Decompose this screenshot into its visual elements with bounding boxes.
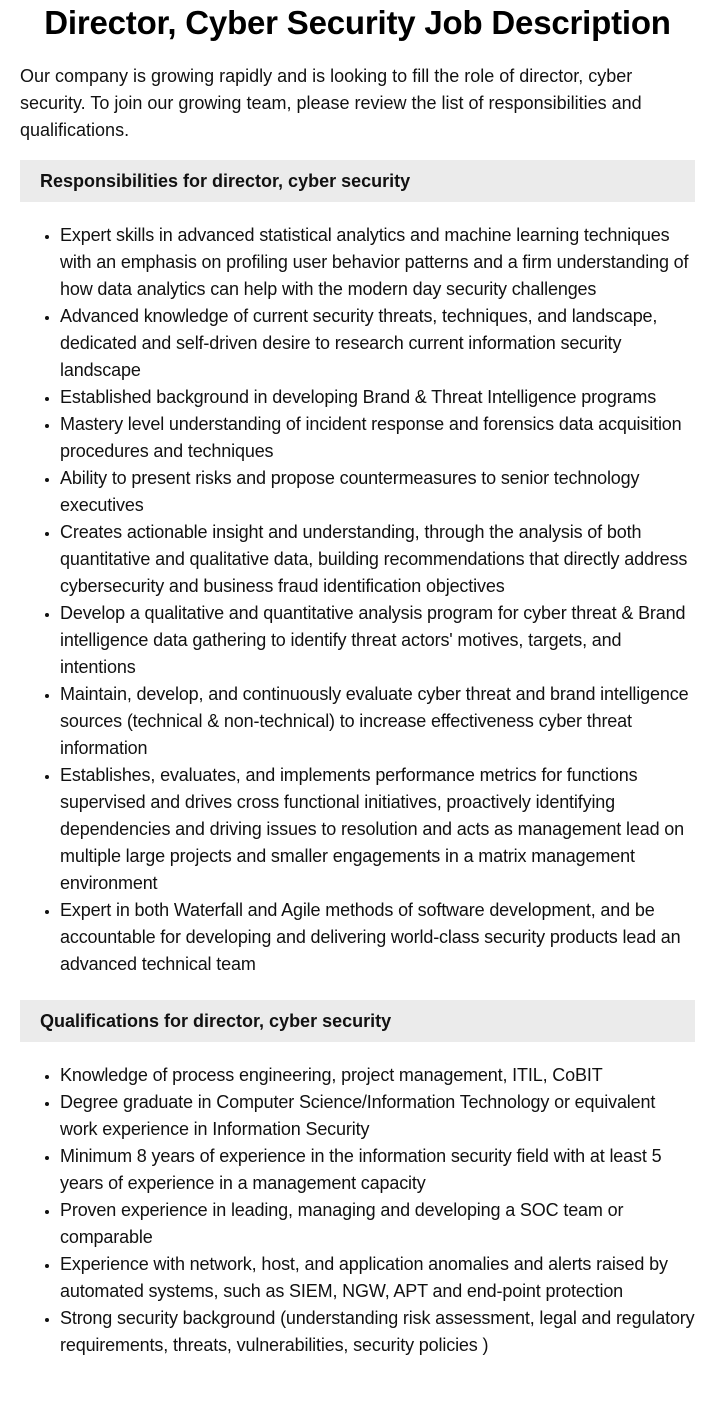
list-item: • Proven experience in leading, managing and developing a SOC team or comparable: [60, 1197, 695, 1251]
list-item: • Experience with network, host, and application anomalies and alerts raised by automated systems, such as SIEM, NGW, APT and end-point protection: [60, 1251, 695, 1305]
list-item: • Strong security background (understanding risk assessment, legal and regulatory requirements, threats, vulnerabilities, security policies ): [60, 1305, 695, 1359]
list-item: • Expert in both Waterfall and Agile methods of software development, and be accountable for developing and delivering world-class security products lead an advanced technical team: [60, 897, 695, 978]
list-item: • Creates actionable insight and understanding, through the analysis of both quantitative and qualitative data, building recommendations that directly address cybersecurity and business fraud identification objectives: [60, 519, 695, 600]
list-item: • Knowledge of process engineering, project management, ITIL, CoBIT: [60, 1062, 695, 1089]
list-item: • Advanced knowledge of current security threats, techniques, and landscape, dedicated and self-driven desire to research current information security landscape: [60, 303, 695, 384]
list-item: • Establishes, evaluates, and implements performance metrics for functions supervised and drives cross functional initiatives, proactively identifying dependencies and driving issues to resolution and acts as management lead on multiple large projects and smaller engagements in a matrix management environment: [60, 762, 695, 897]
intro-paragraph: Our company is growing rapidly and is looking to fill the role of director, cyber security. To join our growing team, please review the list of responsibilities and qualifications.: [20, 66, 642, 140]
list-item: • Expert skills in advanced statistical analytics and machine learning techniques with an emphasis on profiling user behavior patterns and a firm understanding of how data analytics can help with the modern day security challenges: [60, 222, 695, 303]
list-item: • Minimum 8 years of experience in the information security field with at least 5 years of experience in a management capacity: [60, 1143, 695, 1197]
list-item: • Mastery level understanding of incident response and forensics data acquisition procedures and techniques: [60, 411, 695, 465]
qualifications-heading: Qualifications for director, cyber security: [20, 1000, 695, 1042]
list-item: • Develop a qualitative and quantitative analysis program for cyber threat & Brand intelligence data gathering to identify threat actors' motives, targets, and intentions: [60, 600, 695, 681]
list-item: • Degree graduate in Computer Science/Information Technology or equivalent work experience in Information Security: [60, 1089, 695, 1143]
responsibilities-list: [20, 222, 695, 978]
qualifications-list: [20, 1062, 695, 1359]
list-item: • Ability to present risks and propose countermeasures to senior technology executives: [60, 465, 695, 519]
list-item: • Established background in developing Brand & Threat Intelligence programs: [60, 384, 695, 411]
list-item: • Maintain, develop, and continuously evaluate cyber threat and brand intelligence sources (technical & non-technical) to increase effectiveness cyber threat information: [60, 681, 695, 762]
responsibilities-heading: Responsibilities for director, cyber security: [20, 160, 695, 202]
page-title: Director, Cyber Security Job Description: [44, 4, 671, 41]
